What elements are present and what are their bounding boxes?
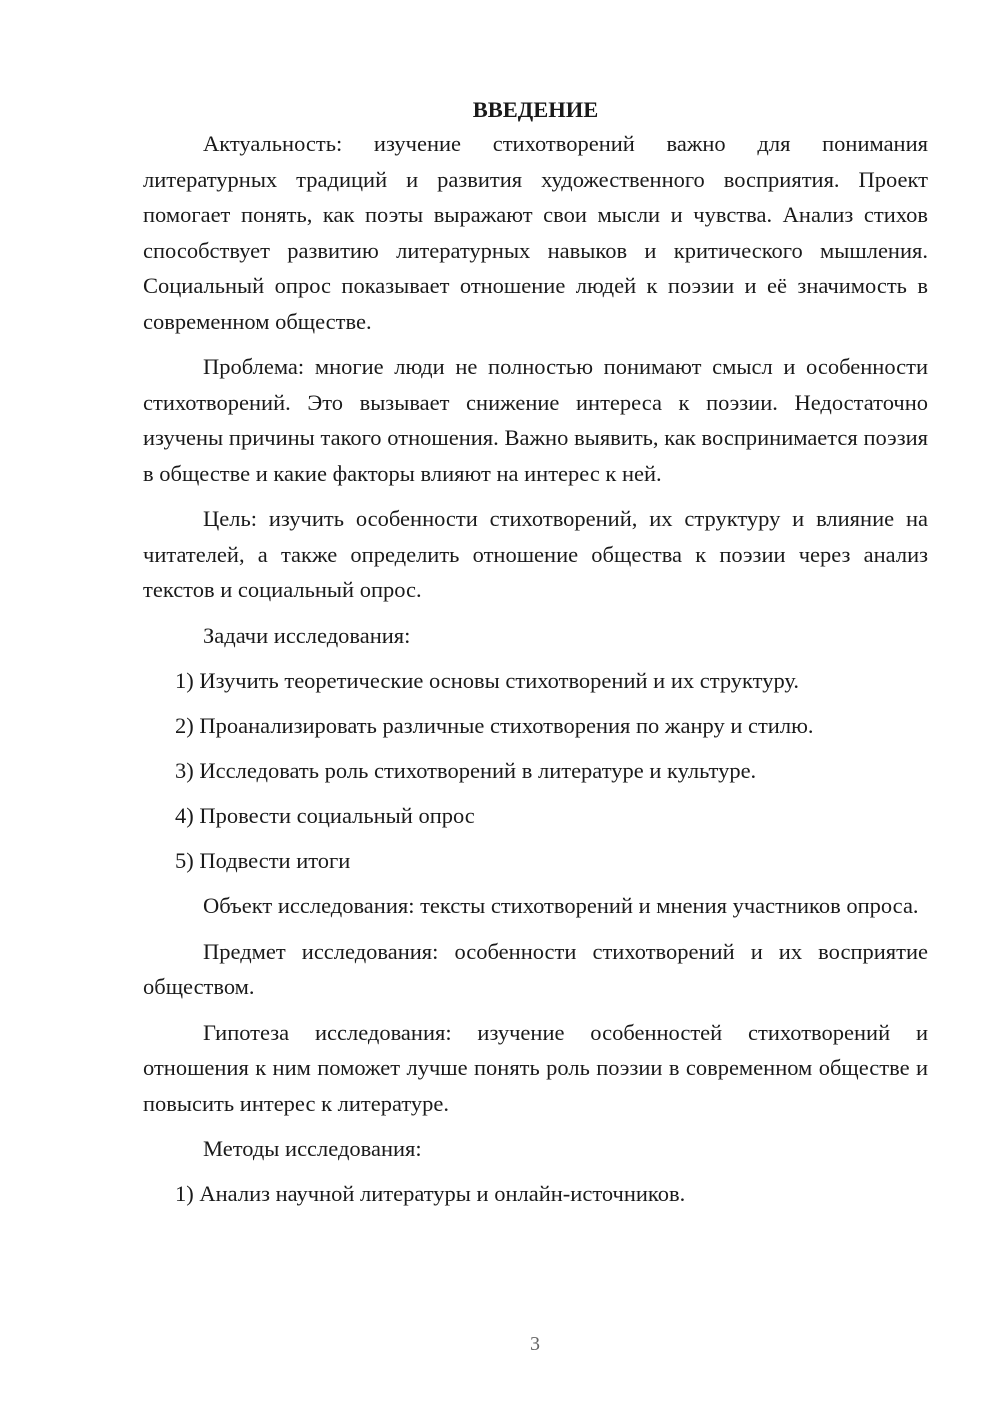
list-item: 4) Провести социальный опрос [175, 802, 475, 828]
paragraph-subject: Предмет исследования: особенности стихотворений и их восприятие обществом. [143, 938, 928, 999]
methods-list [143, 1176, 928, 1212]
list-item: 5) Подвести итоги [175, 847, 351, 873]
paragraph-hypothesis: Гипотеза исследования: изучение особенностей стихотворений и отношения к ним поможет лучше понять роль поэзии в современном обществе и повысить интерес к литературе. [143, 1019, 928, 1116]
page-content [143, 94, 928, 1212]
list-item: 3) Исследовать роль стихотворений в литературе и культуре. [175, 757, 757, 783]
section-title: ВВЕДЕНИЕ [472, 97, 599, 122]
list-item: 1) Изучить теоретические основы стихотворений и их структуру. [175, 667, 800, 693]
list-item: 1) Анализ научной литературы и онлайн-источников. [175, 1181, 686, 1206]
list-item: 2) Проанализировать различные стихотворения по жанру и стилю. [175, 712, 814, 738]
page-number: 3 [530, 1333, 540, 1355]
tasks-list [143, 663, 928, 879]
methods-heading: Методы исследования: [203, 1136, 422, 1161]
tasks-heading: Задачи исследования: [203, 622, 411, 648]
paragraph-relevance: Актуальность: изучение стихотворений важно для понимания литературных традиций и развития художественного восприятия. Проект помогает понять, как поэты выражают свои мысли и чувства. Анализ стихов способствует развитию литературных навыков и критического мышления. Социальный опрос показывает отношение людей к поэзии и её значимость в современном обществе. [143, 131, 928, 334]
paragraph-goal: Цель: изучить особенности стихотворений, их структуру и влияние на читателей, а также определить отношение общества к поэзии через анализ текстов и социальный опрос. [143, 506, 928, 602]
paragraph-object: Объект исследования: тексты стихотворений и мнения участников опроса. [203, 893, 919, 918]
paragraph-problem: Проблема: многие люди не полностью понимают смысл и особенности стихотворений. Это вызывает снижение интереса к поэзии. Недостаточно изучены причины такого отношения. Важно выявить, как воспринимается поэзия в обществе и какие факторы влияют на интерес к ней. [143, 354, 928, 486]
